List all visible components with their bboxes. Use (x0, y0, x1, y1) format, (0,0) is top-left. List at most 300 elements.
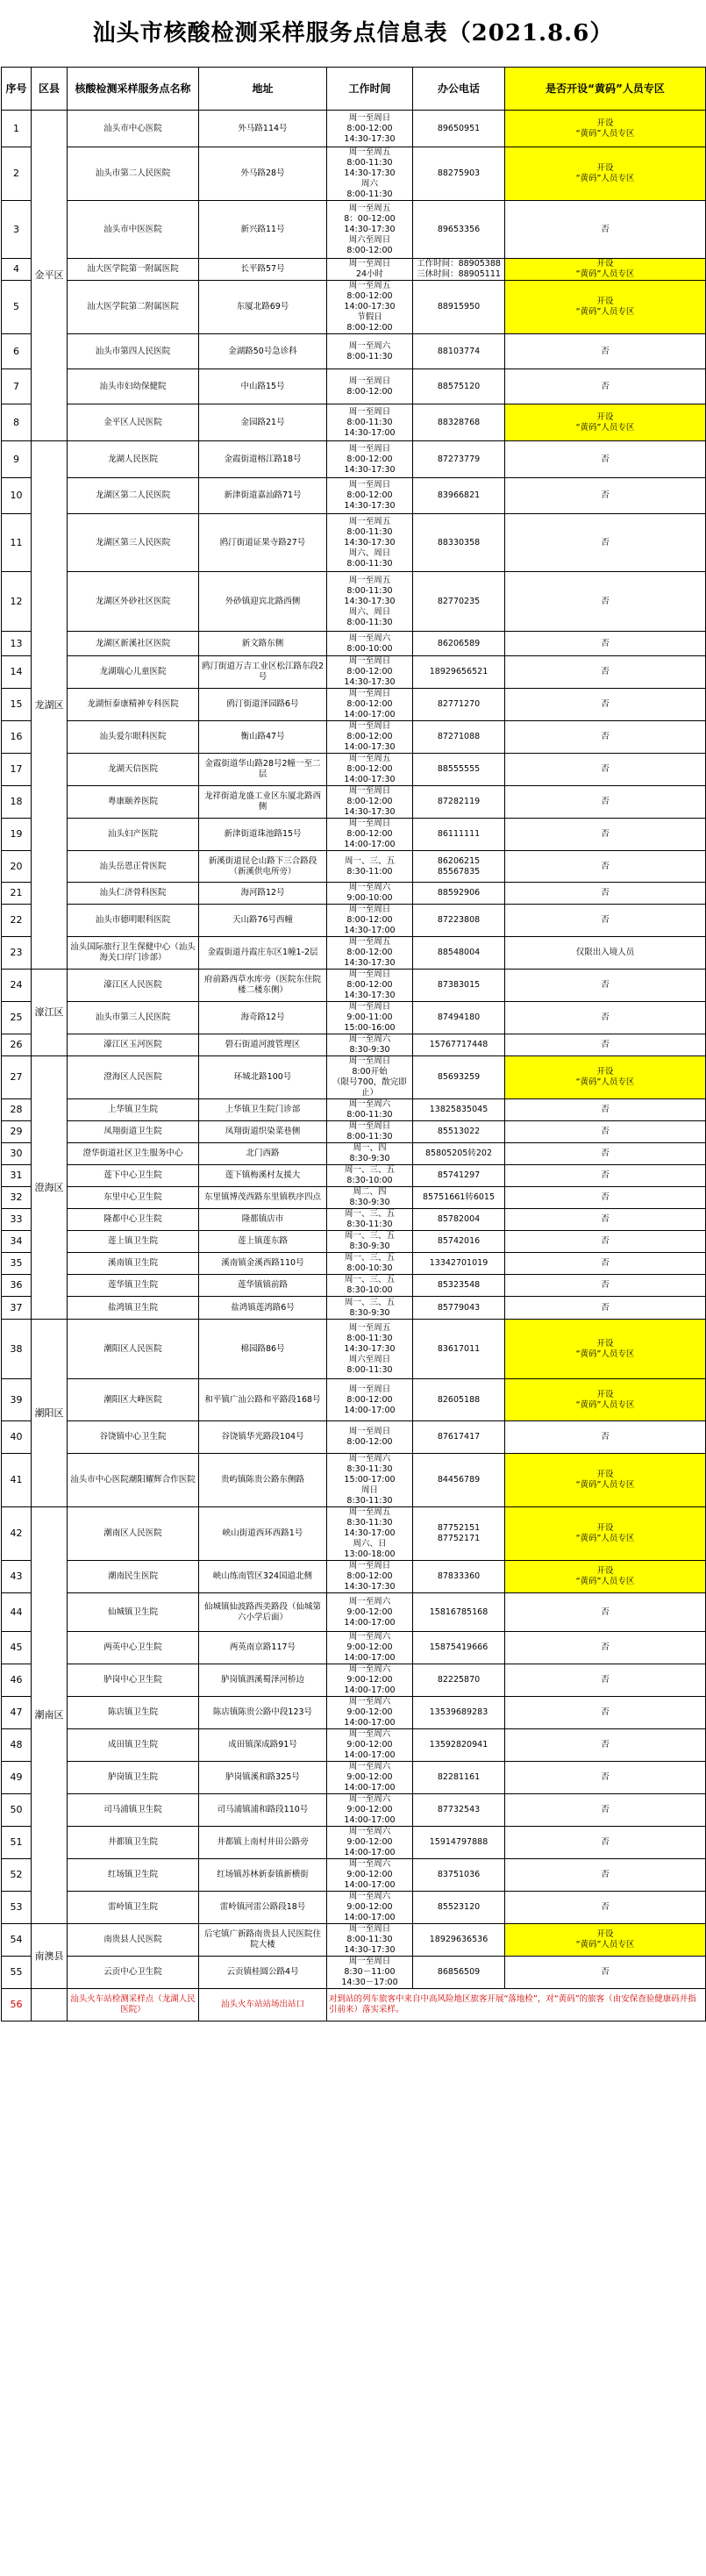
site-name: 潮阳区人民医院 (68, 1320, 199, 1379)
page-title: 汕头市核酸检测采样服务点信息表（2021.8.6） (92, 20, 614, 47)
office-phone: 87752151 87752171 (413, 1507, 505, 1561)
row-no: 18 (2, 786, 32, 819)
work-time: 周一至周日 8:00-12:00 14:30-17:30 (327, 478, 413, 514)
site-address: 两英南京路117号 (199, 1632, 327, 1664)
table-row (2, 1454, 706, 1507)
site-name: 云贡中心卫生院 (68, 1957, 199, 1989)
row-no: 55 (2, 1957, 32, 1989)
yellow-code-zone: 开设 “黄码”人员专区 (505, 1924, 706, 1957)
yellow-code-zone: 否 (505, 1827, 706, 1859)
yellow-code-zone: 否 (505, 334, 706, 369)
work-time: 周一至周日 8:00-12:00 (327, 369, 413, 404)
site-name: 汕头市妇幼保健院 (68, 369, 199, 404)
table-row (2, 970, 706, 1002)
site-address: 衡山路47号 (199, 721, 327, 754)
table-row (2, 1121, 706, 1143)
office-phone: 15875419666 (413, 1632, 505, 1664)
row-no: 6 (2, 334, 32, 369)
site-address: 峡山练南管区324国道北侧 (199, 1561, 327, 1593)
office-phone: 87271088 (413, 721, 505, 754)
work-time: 周一至周五 8:00-11:30 14:30-17:30 周六、周日 8:00-11:30 (327, 572, 413, 632)
row-no: 36 (2, 1275, 32, 1297)
yellow-code-zone: 否 (505, 754, 706, 786)
work-time: 周一、四 8:30-9:30 (327, 1143, 413, 1165)
row-no: 41 (2, 1454, 32, 1507)
table-row (2, 1056, 706, 1099)
yellow-code-zone: 开设 “黄码”人员专区 (505, 111, 706, 147)
work-time: 周一至周六 9:00-12:00 14:00-17:00 (327, 1697, 413, 1729)
row-no: 16 (2, 721, 32, 754)
site-name: 莲下中心卫生院 (68, 1165, 199, 1187)
work-time: 周一至周日 8:00-12:00 14:00-17:00 (327, 1379, 413, 1421)
header-yellow-code-zone: 是否开设“黄码”人员专区 (505, 68, 706, 111)
row-no: 40 (2, 1421, 32, 1454)
table-row (2, 1209, 706, 1231)
work-time: 周一至周五 8:00-11:30 14:30-17:30 周六 8:00-11:30 (327, 147, 413, 201)
office-phone: 88915950 (413, 281, 505, 334)
table-row (2, 1187, 706, 1209)
work-time: 周一至周六 9:00-12:00 14:00-17:00 (327, 1892, 413, 1924)
yellow-code-zone: 否 (505, 786, 706, 819)
yellow-code-zone: 否 (505, 441, 706, 478)
row-no: 44 (2, 1593, 32, 1632)
row-no: 14 (2, 656, 32, 689)
table-row (2, 819, 706, 851)
row-no: 13 (2, 632, 32, 656)
site-name: 汕头市第二人民医院 (68, 147, 199, 201)
office-phone: 88330358 (413, 514, 505, 572)
site-name: 成田镇卫生院 (68, 1729, 199, 1762)
row-no: 52 (2, 1859, 32, 1892)
yellow-code-zone: 否 (505, 721, 706, 754)
row-no: 9 (2, 441, 32, 478)
office-phone: 85779043 (413, 1297, 505, 1320)
site-address: 云贡镇桂圆公路4号 (199, 1957, 327, 1989)
site-name: 汕头爱尔眼科医院 (68, 721, 199, 754)
site-address: 北门西路 (199, 1143, 327, 1165)
table-row (2, 1507, 706, 1561)
row-no: 31 (2, 1165, 32, 1187)
table-row (2, 1632, 706, 1664)
site-name: 雷岭镇卫生院 (68, 1892, 199, 1924)
site-name: 汕头市中心医院 (68, 111, 199, 147)
site-address: 陈店镇陈贵公路中段123号 (199, 1697, 327, 1729)
row-no: 28 (2, 1099, 32, 1121)
row-no: 32 (2, 1187, 32, 1209)
row-no: 26 (2, 1034, 32, 1056)
table-row (2, 1892, 706, 1924)
row-no: 5 (2, 281, 32, 334)
site-address: 莲下镇梅溪村友援大 (199, 1165, 327, 1187)
table-header-row (2, 68, 706, 111)
yellow-code-zone: 否 (505, 1632, 706, 1664)
site-name: 濠江区人民医院 (68, 970, 199, 1002)
table-row (2, 905, 706, 937)
site-name: 龙湖区第三人民医院 (68, 514, 199, 572)
site-name: 濠江区玉河医院 (68, 1034, 199, 1056)
work-time: 周二、四 8:30-9:30 (327, 1187, 413, 1209)
row-no: 49 (2, 1762, 32, 1794)
site-name: 两英中心卫生院 (68, 1632, 199, 1664)
header-no: 序号 (2, 68, 32, 111)
site-address: 金湖路50号急诊科 (199, 334, 327, 369)
work-time: 周一至周日 8:00-12:00 14:30-17:30 (327, 970, 413, 1002)
site-address: 胪岗镇溪和路325号 (199, 1762, 327, 1794)
yellow-code-zone: 否 (505, 572, 706, 632)
work-time: 周一至周日 8:00-12:00 14:30-17:30 (327, 111, 413, 147)
work-time: 周一、三、五 8:30-9:30 (327, 1297, 413, 1320)
site-address: 金霞街道丹霞庄东区1幢1-2层 (199, 937, 327, 970)
office-phone: 82771270 (413, 689, 505, 721)
office-phone: 85751661转6015 (413, 1187, 505, 1209)
office-phone: 15816785168 (413, 1593, 505, 1632)
work-time: 周一至周日 8:00-12:00 14:00-17:00 (327, 819, 413, 851)
table-row (2, 1957, 706, 1989)
office-phone: 18929636536 (413, 1924, 505, 1957)
yellow-code-zone: 否 (505, 1664, 706, 1697)
work-time: 周一至周六 8:00-11:30 (327, 334, 413, 369)
site-name: 金平区人民医院 (68, 404, 199, 441)
row-no: 2 (2, 147, 32, 201)
work-time: 周一至周六 9:00-12:00 14:00-17:00 (327, 1794, 413, 1827)
site-name: 盐鸿镇卫生院 (68, 1297, 199, 1320)
district-cell: 龙湖区 (32, 441, 68, 970)
site-name: 龙湖区第二人民医院 (68, 478, 199, 514)
work-time: 周一至周六 9:00-12:00 14:00-17:00 (327, 1859, 413, 1892)
site-address: 金霞街道榕江路18号 (199, 441, 327, 478)
site-name: 龙湖区新溪社区医院 (68, 632, 199, 656)
site-address: 红场镇苏林新泰镇新横街 (199, 1859, 327, 1892)
office-phone: 82225870 (413, 1664, 505, 1697)
site-name: 澄华街道社区卫生服务中心 (68, 1143, 199, 1165)
site-name: 粤康颐养医院 (68, 786, 199, 819)
work-time: 周一至周五 8:00-12:00 14:30-17:30 (327, 937, 413, 970)
yellow-code-zone: 开设 “黄码”人员专区 (505, 1561, 706, 1593)
office-phone: 88548004 (413, 937, 505, 970)
yellow-code-zone: 否 (505, 1593, 706, 1632)
district-cell: 金平区 (32, 111, 68, 441)
site-name: 南贵县人民医院 (68, 1924, 199, 1957)
site-name: 莲华镇卫生院 (68, 1275, 199, 1297)
table-row (2, 656, 706, 689)
office-phone: 88103774 (413, 334, 505, 369)
district-cell: 濠江区 (32, 970, 68, 1056)
office-phone: 84456789 (413, 1454, 505, 1507)
site-address: 汕头火车站站场出站口 (199, 1989, 327, 2021)
yellow-code-zone: 否 (505, 1794, 706, 1827)
table-row (2, 1924, 706, 1957)
table-row (2, 1989, 706, 2021)
site-address: 礐石街道河渡管理区 (199, 1034, 327, 1056)
yellow-code-zone: 开设 “黄码”人员专区 (505, 404, 706, 441)
row-no: 20 (2, 851, 32, 883)
table-row (2, 147, 706, 201)
header-phone: 办公电话 (413, 68, 505, 111)
site-name: 仙城镇卫生院 (68, 1593, 199, 1632)
site-name: 胪岗中心卫生院 (68, 1664, 199, 1697)
site-name: 龙湖瑞心儿童医院 (68, 656, 199, 689)
yellow-code-zone: 否 (505, 1002, 706, 1034)
office-phone: 13825835045 (413, 1099, 505, 1121)
site-name: 潮南民生医院 (68, 1561, 199, 1593)
site-address: 外马路28号 (199, 147, 327, 201)
yellow-code-zone: 否 (505, 883, 706, 905)
work-time: 周一、三、五 8:30-11:30 (327, 1209, 413, 1231)
site-name: 龙湖区外砂社区医院 (68, 572, 199, 632)
site-address: 鸥汀街道泽园路6号 (199, 689, 327, 721)
work-time: 周一至周五 8:00-12:00 14:00-17:30 节假日 8:00-12:00 (327, 281, 413, 334)
table-row (2, 883, 706, 905)
office-phone: 83966821 (413, 478, 505, 514)
site-name: 汕头市第四人民医院 (68, 334, 199, 369)
row-no: 35 (2, 1253, 32, 1275)
work-time: 周一至周六 8:00-11:30 (327, 1099, 413, 1121)
office-phone: 83617011 (413, 1320, 505, 1379)
site-address: 天山路76号西幢 (199, 905, 327, 937)
office-phone: 87833360 (413, 1561, 505, 1593)
site-name: 井都镇卫生院 (68, 1827, 199, 1859)
row-no: 53 (2, 1892, 32, 1924)
yellow-code-zone: 否 (505, 1697, 706, 1729)
row-no: 29 (2, 1121, 32, 1143)
work-time: 周一、三、五 8:30-11:00 (327, 851, 413, 883)
header-district: 区县 (32, 68, 68, 111)
work-time: 周一至周日 8:00-12:00 (327, 1421, 413, 1454)
table-row (2, 334, 706, 369)
site-name: 凤翔街道卫生院 (68, 1121, 199, 1143)
table-row (2, 632, 706, 656)
office-phone: 82605188 (413, 1379, 505, 1421)
table-row (2, 1664, 706, 1697)
site-address: 环城北路100号 (199, 1056, 327, 1099)
site-name: 潮阳区大峰医院 (68, 1379, 199, 1421)
work-time: 周一、三、五 8:30-9:30 (327, 1231, 413, 1253)
table-row (2, 1859, 706, 1892)
site-name: 汕头市中医医院 (68, 201, 199, 259)
site-name: 汕头市德明眼科医院 (68, 905, 199, 937)
site-address: 新津街道嘉汕路71号 (199, 478, 327, 514)
table-row (2, 1379, 706, 1421)
table-row (2, 1729, 706, 1762)
office-phone: 85742016 (413, 1231, 505, 1253)
row-no: 25 (2, 1002, 32, 1034)
site-name: 龙湖天信医院 (68, 754, 199, 786)
table-row (2, 1697, 706, 1729)
site-name: 胪岗镇卫生院 (68, 1762, 199, 1794)
table-row (2, 1253, 706, 1275)
row-no: 17 (2, 754, 32, 786)
work-time: 周一至周日 8:00-12:00 14:30-17:30 (327, 441, 413, 478)
row-no: 54 (2, 1924, 32, 1957)
office-phone: 87282119 (413, 786, 505, 819)
yellow-code-zone: 否 (505, 1034, 706, 1056)
work-time: 周一至周日 8:00-11:30 14:30-17:00 (327, 404, 413, 441)
site-address: 金霞街道华山路28号2幢一至二层 (199, 754, 327, 786)
yellow-code-zone: 开设 “黄码”人员专区 (505, 259, 706, 281)
yellow-code-zone: 开设 “黄码”人员专区 (505, 281, 706, 334)
row-no: 39 (2, 1379, 32, 1421)
table-row (2, 1297, 706, 1320)
yellow-code-zone: 否 (505, 1859, 706, 1892)
site-name: 陈店镇卫生院 (68, 1697, 199, 1729)
table-row (2, 1561, 706, 1593)
office-phone: 87273779 (413, 441, 505, 478)
yellow-code-zone: 否 (505, 1297, 706, 1320)
yellow-code-zone: 否 (505, 1729, 706, 1762)
site-address: 溪南镇金溪西路110号 (199, 1253, 327, 1275)
work-time: 周一、三、五 8:30-10:00 (327, 1275, 413, 1297)
yellow-code-zone: 否 (505, 1165, 706, 1187)
office-phone: 工作时间：88905388 三休时间：88905111 (413, 259, 505, 281)
yellow-code-zone: 否 (505, 1275, 706, 1297)
table-row (2, 1165, 706, 1187)
office-phone: 82281161 (413, 1762, 505, 1794)
row-no: 1 (2, 111, 32, 147)
office-phone: 87732543 (413, 1794, 505, 1827)
work-time: 周一至周六 9:00-12:00 14:00-17:00 (327, 1664, 413, 1697)
row-no: 27 (2, 1056, 32, 1099)
office-phone: 85782004 (413, 1209, 505, 1231)
table-row (2, 111, 706, 147)
table-row (2, 478, 706, 514)
yellow-code-zone: 否 (505, 1253, 706, 1275)
row-no: 51 (2, 1827, 32, 1859)
site-address: 司马浦镇浦和路段110号 (199, 1794, 327, 1827)
work-time: 周一至周五 8:00-11:30 14:30-17:30 周六、周日 8:00-11:30 (327, 514, 413, 572)
site-name: 汕头妇产医院 (68, 819, 199, 851)
site-address: 外砂镇迎宾北路西侧 (199, 572, 327, 632)
office-phone: 87223808 (413, 905, 505, 937)
table-row (2, 1762, 706, 1794)
site-address: 中山路15号 (199, 369, 327, 404)
row-no: 48 (2, 1729, 32, 1762)
work-time: 周一至周日 8:00-12:00 14:00-17:00 (327, 689, 413, 721)
row-no: 15 (2, 689, 32, 721)
site-address: 长平路57号 (199, 259, 327, 281)
row-no: 3 (2, 201, 32, 259)
site-name: 谷饶镇中心卫生院 (68, 1421, 199, 1454)
site-address: 海奇路12号 (199, 1002, 327, 1034)
office-phone: 86206215 85567835 (413, 851, 505, 883)
row-no: 7 (2, 369, 32, 404)
site-address: 井都镇上南村井田公路旁 (199, 1827, 327, 1859)
table-row (2, 786, 706, 819)
table-row (2, 369, 706, 404)
row-no: 24 (2, 970, 32, 1002)
site-address: 雷岭镇河雷公路段18号 (199, 1892, 327, 1924)
office-phone: 85741297 (413, 1165, 505, 1187)
district-cell: 潮南区 (32, 1507, 68, 1924)
table-row (2, 1320, 706, 1379)
site-name: 汕头火车站检测采样点（龙湖人民医院） (68, 1989, 199, 2021)
site-address: 胪岗镇泗溪蜀泽河桥边 (199, 1664, 327, 1697)
yellow-code-zone: 否 (505, 201, 706, 259)
site-name: 汕头国际旅行卫生保健中心（汕头海关口岸门诊部） (68, 937, 199, 970)
site-address: 东里镇博茂西路东里镇秩序四点 (199, 1187, 327, 1209)
site-note: 对到站的列车旅客中来自中高风险地区旅客开展“落地检”，对“黄码”的旅客（由安保查验健康码并指引前来）落实采样。 (327, 1989, 706, 2021)
office-phone: 18929656521 (413, 656, 505, 689)
work-time: 周一至周五 8：00-12:00 14:30-17:30 周六至周日 8:00-12:00 (327, 201, 413, 259)
work-time: 周一、三、五 8:00-10:30 (327, 1253, 413, 1275)
site-name: 隆都中心卫生院 (68, 1209, 199, 1231)
row-no: 38 (2, 1320, 32, 1379)
info-table (1, 67, 706, 2021)
row-no: 30 (2, 1143, 32, 1165)
yellow-code-zone: 否 (505, 1762, 706, 1794)
site-name: 汕头市中心医院潮阳耀辉合作医院 (68, 1454, 199, 1507)
office-phone: 86206589 (413, 632, 505, 656)
site-name: 司马浦镇卫生院 (68, 1794, 199, 1827)
row-no: 33 (2, 1209, 32, 1231)
site-name: 汕头岳恩正骨医院 (68, 851, 199, 883)
yellow-code-zone: 否 (505, 514, 706, 572)
work-time: 周一至周日 8:00-12:00 14:30-17:00 (327, 905, 413, 937)
yellow-code-zone: 否 (505, 1957, 706, 1989)
office-phone: 85693259 (413, 1056, 505, 1099)
office-phone: 15767717448 (413, 1034, 505, 1056)
office-phone: 13592820941 (413, 1729, 505, 1762)
row-no: 10 (2, 478, 32, 514)
row-no: 22 (2, 905, 32, 937)
work-time: 周一至周五 8:00-11:30 14:30-17:30 周六至周日 8:00-11:30 (327, 1320, 413, 1379)
work-time: 周一至周六 9:00-12:00 14:00-17:00 (327, 1729, 413, 1762)
district-cell (32, 1989, 68, 2021)
yellow-code-zone: 仅限出入境人员 (505, 937, 706, 970)
office-phone: 83751036 (413, 1859, 505, 1892)
table-row (2, 937, 706, 970)
site-name: 汕头仁济骨科医院 (68, 883, 199, 905)
office-phone: 85805205转202 (413, 1143, 505, 1165)
site-name: 汕大医学院第二附属医院 (68, 281, 199, 334)
office-phone: 87494180 (413, 1002, 505, 1034)
header-address: 地址 (199, 68, 327, 111)
table-row (2, 201, 706, 259)
office-phone: 89650951 (413, 111, 505, 147)
table-row (2, 689, 706, 721)
site-address: 隆都镇店市 (199, 1209, 327, 1231)
work-time: 周一至周六 9:00-12:00 14:00-17:00 (327, 1827, 413, 1859)
site-name: 莲上镇卫生院 (68, 1231, 199, 1253)
site-address: 棉园路86号 (199, 1320, 327, 1379)
work-time: 周一至周六 8:00-10:00 (327, 632, 413, 656)
table-row (2, 1593, 706, 1632)
row-no: 37 (2, 1297, 32, 1320)
office-phone: 85323548 (413, 1275, 505, 1297)
yellow-code-zone: 否 (505, 1187, 706, 1209)
yellow-code-zone: 否 (505, 632, 706, 656)
yellow-code-zone: 否 (505, 1121, 706, 1143)
site-address: 新溪街道昆仑山路下三合路段（新溪供电所旁） (199, 851, 327, 883)
office-phone: 13342701019 (413, 1253, 505, 1275)
district-cell: 南澳县 (32, 1924, 68, 1989)
work-time: 周一至周五 8:30-11:30 14:30-17:00 周六、日 13:00-18:00 (327, 1507, 413, 1561)
row-no: 8 (2, 404, 32, 441)
office-phone: 88328768 (413, 404, 505, 441)
office-phone: 86111111 (413, 819, 505, 851)
site-address: 新兴路11号 (199, 201, 327, 259)
yellow-code-zone: 否 (505, 1209, 706, 1231)
office-phone: 88275903 (413, 147, 505, 201)
row-no: 50 (2, 1794, 32, 1827)
site-name: 上华镇卫生院 (68, 1099, 199, 1121)
office-phone: 89653356 (413, 201, 505, 259)
table-row (2, 754, 706, 786)
work-time: 周一至周五 8:00-12:00 14:00-17:30 (327, 754, 413, 786)
yellow-code-zone: 否 (505, 1231, 706, 1253)
site-address: 凤翔街道织染菜巷侧 (199, 1121, 327, 1143)
site-name: 东里中心卫生院 (68, 1187, 199, 1209)
yellow-code-zone: 开设 “黄码”人员专区 (505, 1056, 706, 1099)
